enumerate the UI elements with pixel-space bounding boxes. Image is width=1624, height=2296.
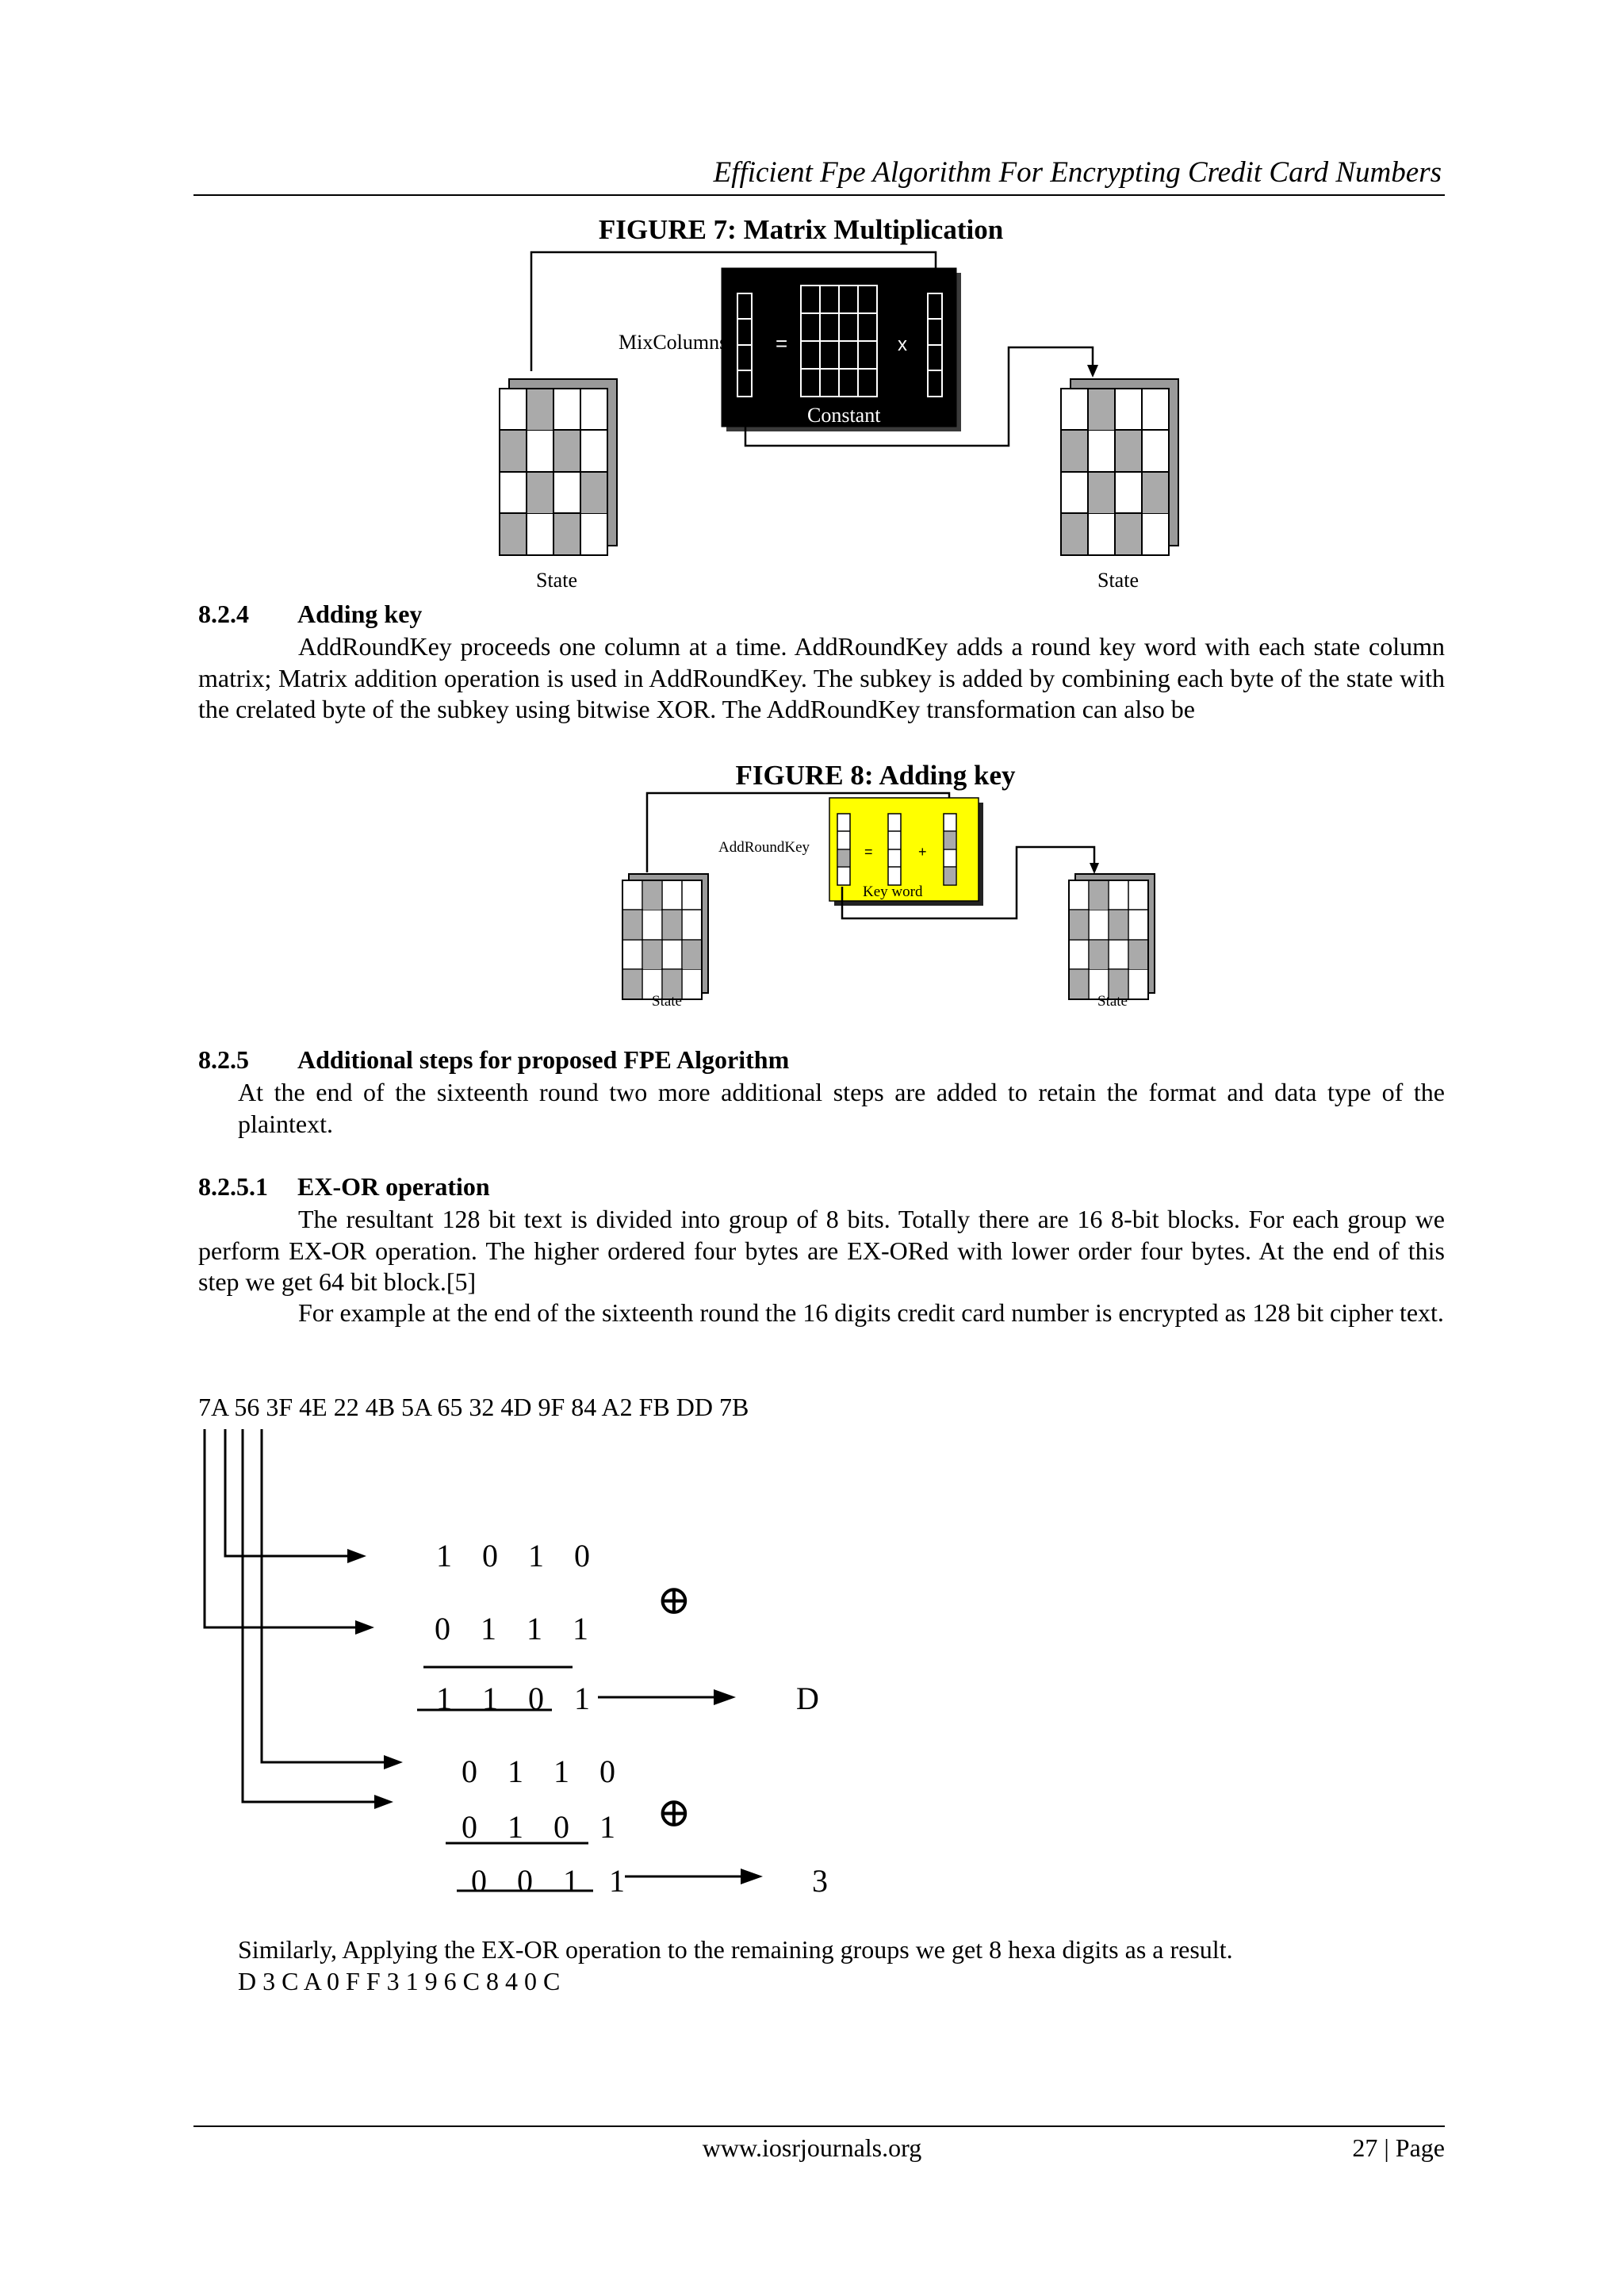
section-8-2-5-1-title: EX-OR operation <box>297 1172 490 1201</box>
section-8-2-5-1-body-2: For example at the end of the sixteenth round the 16 digits credit card number is encrypted as 128 bit cipher text. <box>298 1298 1444 1327</box>
mixcolumns-label: MixColumns <box>619 331 728 354</box>
state-left-label: State <box>536 569 577 592</box>
footer-page-number: 27 | Page <box>1352 2133 1445 2162</box>
section-8-2-4-body: AddRoundKey proceeds one column at a time. AddRoundKey adds a round key word with each state column matrix; Matrix addition operation is used in AddRoundKey. The subkey is added by combining each byte of the state with the crelated byte of the subkey using bitwise XOR. The AddRoundKey transformation can also be <box>198 632 1445 723</box>
plus-sign: + <box>918 844 927 860</box>
section-8-2-5-1-body-1: The resultant 128 bit text is divided into group of 8 bits. Totally there are 16 8-bit blocks. For each group we perform EX-OR operation. The higher ordered four bytes are EX-ORed with lower order four bytes. At the end of this step we get 64 bit block.[5] <box>198 1205 1445 1296</box>
xor-row-4: 0 1 0 1 <box>462 1809 626 1845</box>
equals-sign: = <box>864 844 873 860</box>
figure-8-caption: FIGURE 8: Adding key <box>735 760 1016 791</box>
conclusion-text: Similarly, Applying the EX-OR operation to the remaining groups we get 8 hexa digits as a result. <box>238 1935 1233 1964</box>
section-8-2-4-number: 8.2.4 <box>198 600 249 628</box>
times-sign: x <box>898 334 907 355</box>
xor-symbol-icon: ⊕ <box>657 1578 703 1623</box>
figure-7-diagram <box>476 238 1189 603</box>
xor-hex-1: D <box>796 1681 830 1716</box>
xor-result-2: 0 0 1 1 <box>471 1863 636 1899</box>
xor-row-3: 0 1 1 0 <box>462 1754 626 1789</box>
figure-7-caption: FIGURE 7: Matrix Multiplication <box>598 214 1004 245</box>
state-right-label: State <box>1097 569 1139 592</box>
state-right-label: State <box>1097 993 1128 1010</box>
equals-sign: = <box>776 332 788 355</box>
hex-cipher-text: 7A 56 3F 4E 22 4B 5A 65 32 4D 9F 84 A2 FB DD 7B <box>198 1393 749 1421</box>
footer-website: www.iosrjournals.org <box>702 2133 922 2162</box>
footer-rule <box>193 2125 1445 2127</box>
section-8-2-4-title: Adding key <box>297 600 423 628</box>
keyword-label: Key word <box>863 884 923 900</box>
xor-hex-2: 3 <box>812 1863 839 1899</box>
xor-row-2: 0 1 1 1 <box>435 1611 599 1646</box>
conclusion-result: D 3 C A 0 F F 3 1 9 6 C 8 4 0 C <box>238 1967 561 1995</box>
xor-symbol-icon: ⊕ <box>657 1791 703 1836</box>
xor-row-1: 1 0 1 0 <box>436 1538 601 1573</box>
running-header: Efficient Fpe Algorithm For Encrypting Credit Card Numbers <box>713 156 1442 189</box>
figure-8-diagram <box>611 785 1213 1023</box>
section-8-2-5-body: At the end of the sixteenth round two more additional steps are added to retain the format and data type of the plaintext. <box>238 1078 1445 1138</box>
header-rule <box>193 194 1445 196</box>
addroundkey-label: AddRoundKey <box>718 839 810 856</box>
xor-result-1: 1 1 0 1 <box>436 1681 601 1716</box>
section-8-2-5-1-number: 8.2.5.1 <box>198 1172 268 1201</box>
constant-label: Constant <box>807 404 881 427</box>
section-8-2-5-number: 8.2.5 <box>198 1045 249 1074</box>
state-left-label: State <box>652 993 682 1010</box>
section-8-2-5-title: Additional steps for proposed FPE Algorithm <box>297 1045 790 1074</box>
